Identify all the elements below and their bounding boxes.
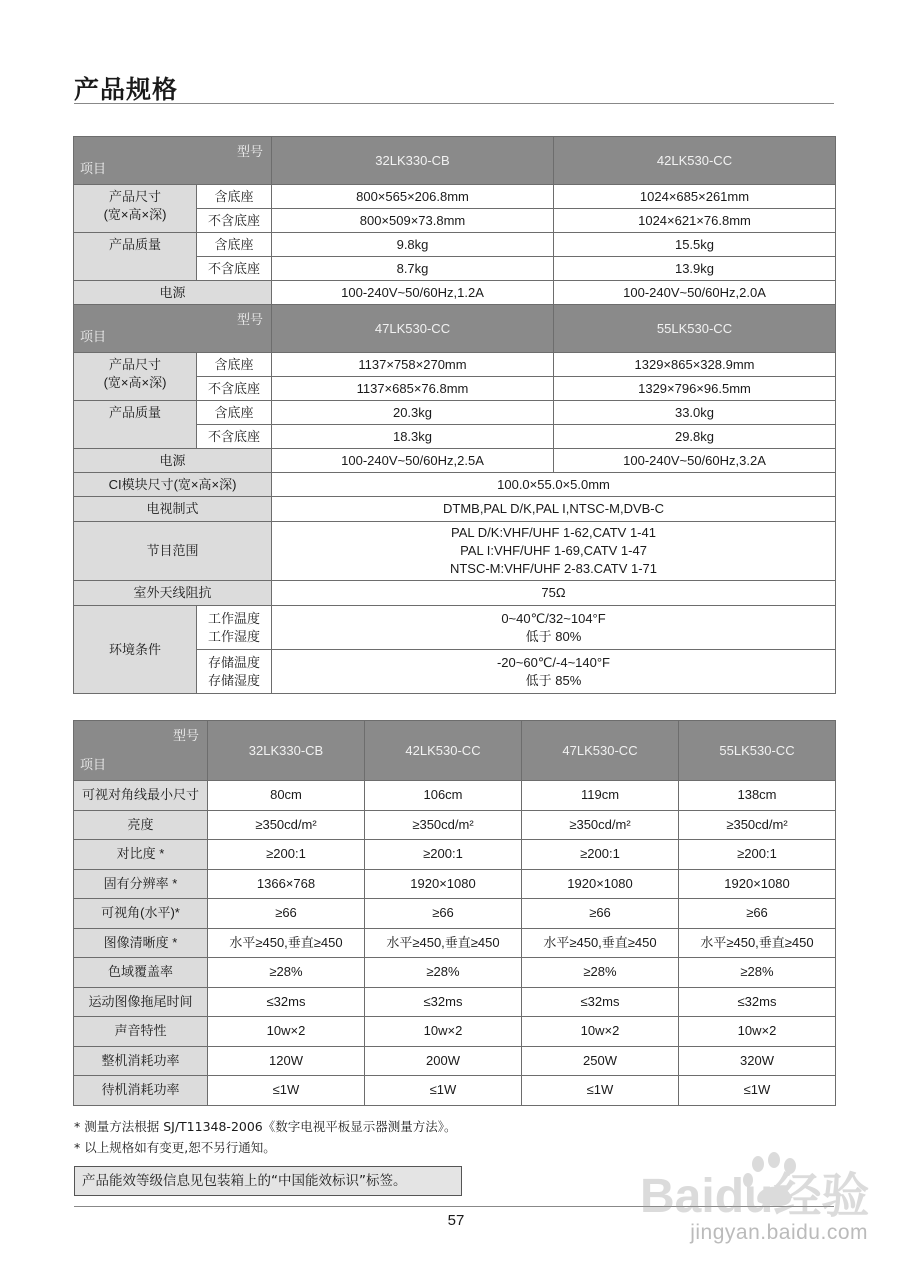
sub-label-without-stand: 不含底座 xyxy=(197,425,272,449)
row-label-size: 产品尺寸 (宽×高×深) xyxy=(74,353,197,401)
table-row xyxy=(74,1017,836,1047)
item-header-label: 项目 xyxy=(80,161,107,176)
table-cell: 水平≥450,垂直≥450 xyxy=(679,928,836,958)
table-row xyxy=(74,1076,836,1106)
table-cell: ≥200:1 xyxy=(365,840,522,870)
sub-label-without-stand: 不含底座 xyxy=(197,377,272,401)
table-cell: 800×565×206.8mm xyxy=(272,185,554,209)
table-cell: 1024×685×261mm xyxy=(554,185,836,209)
row-label-mass: 产品质量 xyxy=(74,401,197,449)
table-cell: ≥350cd/m² xyxy=(365,810,522,840)
table-cell: 9.8kg xyxy=(272,233,554,257)
row-label: 待机消耗功率 xyxy=(74,1076,208,1106)
table-row xyxy=(74,1046,836,1076)
table-cell: ≤1W xyxy=(208,1076,365,1106)
header-corner-cell xyxy=(74,137,272,185)
operating-conditions-cell: 0~40℃/32~104°F 低于 80% xyxy=(272,606,836,650)
table-cell: 119cm xyxy=(522,781,679,811)
row-label-antenna: 室外天线阻抗 xyxy=(74,581,272,606)
table-cell: ≥28% xyxy=(522,958,679,988)
item-header-label: 项目 xyxy=(80,757,107,772)
table-cell: 水平≥450,垂直≥450 xyxy=(522,928,679,958)
table-cell: 100-240V~50/60Hz,3.2A xyxy=(554,449,836,473)
table-cell: 106cm xyxy=(365,781,522,811)
table-row xyxy=(74,928,836,958)
table-cell: ≥350cd/m² xyxy=(522,810,679,840)
model-column-header: 42LK530-CC xyxy=(554,137,836,185)
row-label: 声音特性 xyxy=(74,1017,208,1047)
page-number: 57 xyxy=(447,1212,465,1229)
table-cell: ≥66 xyxy=(365,899,522,929)
watermark-logo xyxy=(640,1150,870,1222)
table-cell: 1920×1080 xyxy=(365,869,522,899)
sub-label-without-stand: 不含底座 xyxy=(197,257,272,281)
table-cell: ≥66 xyxy=(208,899,365,929)
row-label: 可视对角线最小尺寸 xyxy=(74,781,208,811)
sub-label-with-stand: 含底座 xyxy=(197,401,272,425)
table-cell: ≤32ms xyxy=(208,987,365,1017)
row-label: 色域覆盖率 xyxy=(74,958,208,988)
page-title: 产品规格 xyxy=(74,75,179,104)
model-header-label: 型号 xyxy=(236,312,263,327)
row-label-size: 产品尺寸 (宽×高×深) xyxy=(74,185,197,233)
spec-table-display xyxy=(73,720,836,1106)
row-label-power: 电源 xyxy=(74,281,272,305)
title-divider xyxy=(74,103,834,104)
model-column-header: 32LK330-CB xyxy=(208,721,365,781)
table-cell: 100-240V~50/60Hz,2.0A xyxy=(554,281,836,305)
table-cell: 320W xyxy=(679,1046,836,1076)
watermark-text: Baidu经验 xyxy=(640,1170,870,1222)
sub-label-without-stand: 不含底座 xyxy=(197,209,272,233)
table-cell: 1024×621×76.8mm xyxy=(554,209,836,233)
table-cell: 1137×685×76.8mm xyxy=(272,377,554,401)
table-cell: ≤32ms xyxy=(522,987,679,1017)
row-label-mass: 产品质量 xyxy=(74,233,197,281)
model-column-header: 42LK530-CC xyxy=(365,721,522,781)
table-cell: 1920×1080 xyxy=(522,869,679,899)
sub-label-with-stand: 含底座 xyxy=(197,233,272,257)
model-column-header: 47LK530-CC xyxy=(272,305,554,353)
table-cell: ≥350cd/m² xyxy=(679,810,836,840)
item-header-label: 项目 xyxy=(80,329,107,344)
table-cell: 138cm xyxy=(679,781,836,811)
table-cell: 100-240V~50/60Hz,1.2A xyxy=(272,281,554,305)
model-column-header: 32LK330-CB xyxy=(272,137,554,185)
model-column-header: 55LK530-CC xyxy=(679,721,836,781)
model-header-label: 型号 xyxy=(172,728,199,743)
row-label: 整机消耗功率 xyxy=(74,1046,208,1076)
table-cell: ≤1W xyxy=(365,1076,522,1106)
table-cell: ≥66 xyxy=(522,899,679,929)
table-cell: 10w×2 xyxy=(365,1017,522,1047)
table-cell: 8.7kg xyxy=(272,257,554,281)
footnotes xyxy=(74,1116,457,1158)
sub-label-storage: 存储温度 存储湿度 xyxy=(197,650,272,694)
sub-label-with-stand: 含底座 xyxy=(197,353,272,377)
table-cell: ≤1W xyxy=(522,1076,679,1106)
table-cell: 250W xyxy=(522,1046,679,1076)
table-cell: 1920×1080 xyxy=(679,869,836,899)
table-cell: 18.3kg xyxy=(272,425,554,449)
table-cell: 20.3kg xyxy=(272,401,554,425)
table-cell: 100-240V~50/60Hz,2.5A xyxy=(272,449,554,473)
row-label-ci-module: CI模块尺寸(宽×高×深) xyxy=(74,473,272,497)
table-cell: 水平≥450,垂直≥450 xyxy=(208,928,365,958)
table-cell: ≥28% xyxy=(365,958,522,988)
row-label: 固有分辨率 * xyxy=(74,869,208,899)
sub-label-with-stand: 含底座 xyxy=(197,185,272,209)
spec-table-body xyxy=(74,781,836,1106)
table-row xyxy=(74,869,836,899)
table-row xyxy=(74,958,836,988)
header-corner-cell xyxy=(74,721,208,781)
model-column-header: 47LK530-CC xyxy=(522,721,679,781)
row-label: 亮度 xyxy=(74,810,208,840)
table-row xyxy=(74,899,836,929)
table-cell: 200W xyxy=(365,1046,522,1076)
sub-label-operating: 工作温度 工作湿度 xyxy=(197,606,272,650)
table-cell: ≥66 xyxy=(679,899,836,929)
table-row xyxy=(74,781,836,811)
table-cell: 1137×758×270mm xyxy=(272,353,554,377)
table-cell: 33.0kg xyxy=(554,401,836,425)
table-cell: ≥28% xyxy=(208,958,365,988)
model-header-label: 型号 xyxy=(236,144,263,159)
table-cell: ≥350cd/m² xyxy=(208,810,365,840)
channel-range-cell: PAL D/K:VHF/UHF 1-62,CATV 1-41 PAL I:VHF/UHF 1-69,CATV 1-47 NTSC-M:VHF/UHF 2-83.CATV 1-71 xyxy=(272,522,836,581)
table-cell: 10w×2 xyxy=(679,1017,836,1047)
row-label-power: 电源 xyxy=(74,449,272,473)
table-cell: 800×509×73.8mm xyxy=(272,209,554,233)
table-cell: 1329×865×328.9mm xyxy=(554,353,836,377)
table-cell: ≥200:1 xyxy=(208,840,365,870)
table-cell: DTMB,PAL D/K,PAL I,NTSC-M,DVB-C xyxy=(272,497,836,522)
table-cell: 10w×2 xyxy=(522,1017,679,1047)
table-cell: ≤1W xyxy=(679,1076,836,1106)
table-cell: 1366×768 xyxy=(208,869,365,899)
table-cell: 13.9kg xyxy=(554,257,836,281)
energy-label-notice: 产品能效等级信息见包装箱上的“中国能效标识”标签。 xyxy=(74,1166,462,1196)
row-label-channel-range: 节目范围 xyxy=(74,522,272,581)
table-cell: ≥200:1 xyxy=(522,840,679,870)
table-cell: 29.8kg xyxy=(554,425,836,449)
table-cell: 15.5kg xyxy=(554,233,836,257)
watermark-url: jingyan.baidu.com xyxy=(690,1221,868,1244)
table-row xyxy=(74,810,836,840)
table-cell: 1329×796×96.5mm xyxy=(554,377,836,401)
row-label: 可视角(水平)* xyxy=(74,899,208,929)
table-cell: ≤32ms xyxy=(679,987,836,1017)
footnote: * 以上规格如有变更,恕不另行通知。 xyxy=(74,1140,276,1155)
table-cell: ≥28% xyxy=(679,958,836,988)
model-column-header: 55LK530-CC xyxy=(554,305,836,353)
row-label: 对比度 * xyxy=(74,840,208,870)
table-cell: ≥200:1 xyxy=(679,840,836,870)
row-label: 图像清晰度 * xyxy=(74,928,208,958)
table-cell: 10w×2 xyxy=(208,1017,365,1047)
header-corner-cell xyxy=(74,305,272,353)
footnote: * 测量方法根据 SJ/T11348-2006《数字电视平板显示器测量方法》。 xyxy=(74,1119,457,1134)
table-cell: 水平≥450,垂直≥450 xyxy=(365,928,522,958)
table-row xyxy=(74,840,836,870)
row-label-tv-system: 电视制式 xyxy=(74,497,272,522)
table-cell: ≤32ms xyxy=(365,987,522,1017)
table-cell: 100.0×55.0×5.0mm xyxy=(272,473,836,497)
table-cell: 75Ω xyxy=(272,581,836,606)
row-label-environment: 环境条件 xyxy=(74,606,197,694)
spec-table-dimensions xyxy=(73,136,836,694)
table-row xyxy=(74,987,836,1017)
table-cell: 80cm xyxy=(208,781,365,811)
storage-conditions-cell: -20~60℃/-4~140°F 低于 85% xyxy=(272,650,836,694)
table-cell: 120W xyxy=(208,1046,365,1076)
row-label: 运动图像拖尾时间 xyxy=(74,987,208,1017)
